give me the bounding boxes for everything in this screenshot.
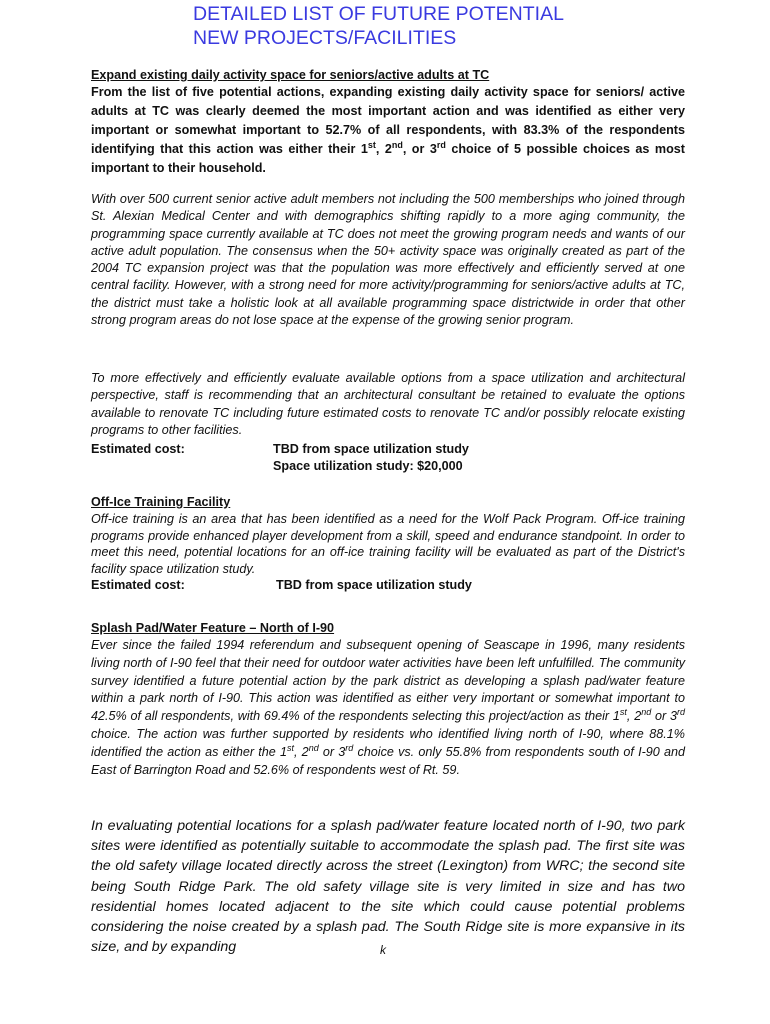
section-heading: Expand existing daily activity space for seniors/active adults at TC (91, 68, 490, 82)
estimated-cost-block (91, 441, 685, 475)
cost-value: TBD from space utilization study (276, 578, 472, 592)
page-title (193, 2, 564, 50)
cost-label: Estimated cost: (91, 578, 185, 592)
section-splash-pad (91, 620, 685, 779)
section-summary: From the list of five potential actions, expanding existing daily activity space for seniors/ active adults at TC was clearly deemed the most important action and was identified as either very important or somewhat important to 52.7% of all respondents, with 83.3% of the respondents identifying that this action was either their 1st, 2nd, or 3rd choice of 5 possible choices as most important to their household. (91, 85, 685, 175)
section-senior-space (91, 67, 685, 178)
location-paragraph: In evaluating potential locations for a splash pad/water feature located north of I-90, two park sites were identified as potentially suitable to accommodate the splash pad. The first site was the old safety village located directly across the street (Lexington) from WRC; the second site being South Ridge Park. The old safety village site is very limited in size and has two residential homes located adjacent to the site which could cause potential problems considering the noise created by a splash pad. The South Ridge site is more expansive in its size, and by expanding (91, 818, 685, 956)
page-mark: k (380, 943, 386, 957)
section-heading: Off-Ice Training Facility (91, 495, 231, 509)
cost-value: Space utilization study: $20,000 (273, 459, 463, 473)
section-heading: Splash Pad/Water Feature – North of I-90 (91, 621, 335, 635)
off-ice-paragraph: Off-ice training is an area that has been identified as a need for the Wolf Pack Program. Off-ice training programs provide enhanced player development from a skill, speed and endurance standpoint. In order to meet this need, potential locations for an off-ice training facility will be evaluated as part of the District's facility space utilization study. (91, 512, 685, 576)
section-off-ice (91, 494, 685, 594)
cost-value: TBD from space utilization study (273, 442, 469, 456)
title-line-2: NEW PROJECTS/FACILITIES (193, 27, 457, 49)
senior-body-paragraph: With over 500 current senior active adult members not including the 500 memberships who joined through St. Alexian Medical Center and with demographics shifting rapidly to a more aging community, the programming space currently available at TC does not meet the growing program needs and wants of our active adult population. The consensus when the 50+ activity space was originally created as part of the 2004 TC expansion project was that the population was more effectively and efficiently served at one central facility. However, with a strong need for more activity/programming for seniors/active adults at TC, the district must take a holistic look at all available programming space districtwide in order that other strong program areas do not lose space at the expense of the growing senior program. (91, 192, 685, 328)
splash-pad-paragraph: Ever since the failed 1994 referendum and subsequent opening of Seascape in 1996, many residents living north of I-90 feel that their need for outdoor water activities have been left unfulfilled. The community survey identified a future potential action by the park district as developing a splash pad/water feature within a park north of I-90. This action was identified as either very important or somewhat important to 42.5% of all respondents, with 69.4% of the respondents selecting this project/action as their 1st, 2nd or 3rd choice. The action was further supported by residents who identified living north of I-90, where 88.1% identified the action as either the 1st, 2nd or 3rd choice vs. only 55.8% from respondents south of I-90 and East of Barrington Road and 52.6% of respondents west of Rt. 59. (91, 638, 685, 777)
consultant-paragraph: To more effectively and efficiently evaluate available options from a space utilization and architectural perspective, staff is recommending that an architectural consultant be retained to evaluate the options available to renovate TC including future estimated costs to renovate TC and/or possibly relocate existing programs to other facilities. (91, 371, 685, 437)
cost-label: Estimated cost: (91, 442, 185, 456)
title-line-1: DETAILED LIST OF FUTURE POTENTIAL (193, 3, 564, 25)
